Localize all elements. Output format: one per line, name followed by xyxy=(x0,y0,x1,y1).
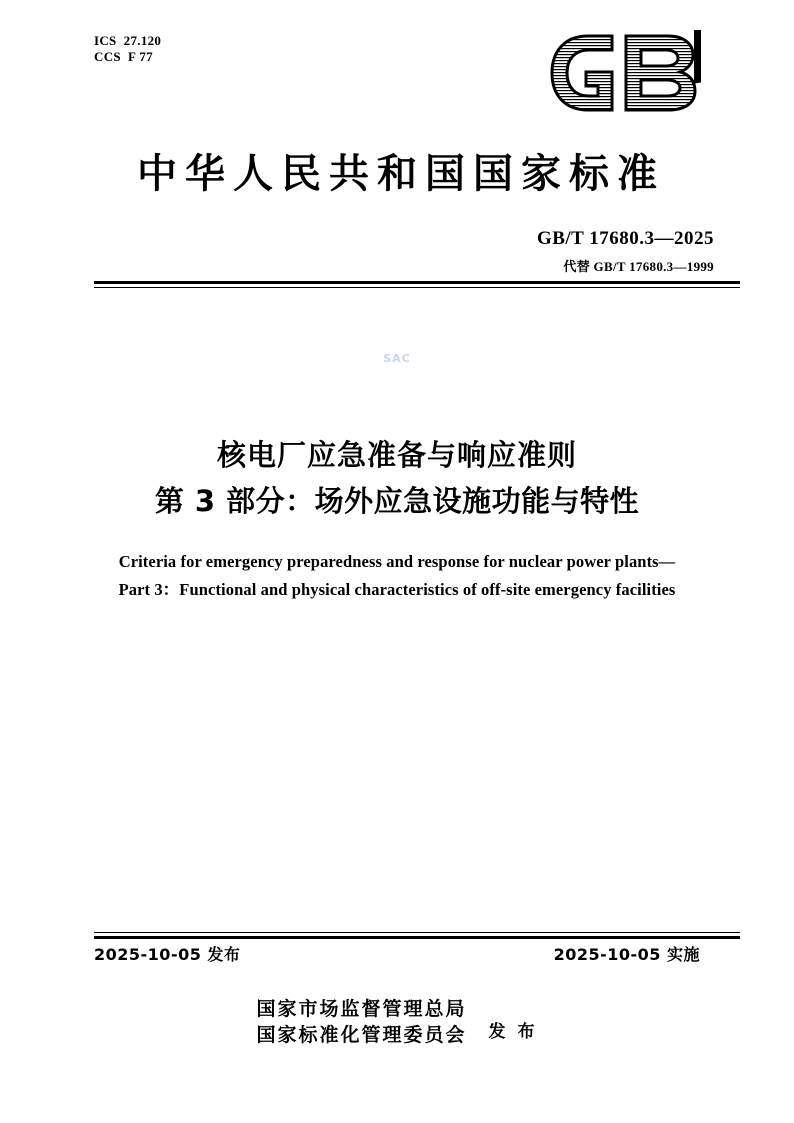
publisher-line2: 国家标准化管理委员会 xyxy=(256,1024,467,1046)
divider-bottom-thin xyxy=(94,932,740,933)
standard-replaces: 代替 GB/T 17680.3—1999 xyxy=(563,259,714,274)
publisher-verb: 发 布 xyxy=(488,1021,538,1042)
divider-top-thin xyxy=(94,287,740,288)
issue-date: 2025-10-05 发布 xyxy=(94,945,241,964)
classification-codes xyxy=(94,33,161,65)
publisher-line1: 国家市场监督管理总局 xyxy=(256,998,467,1020)
page-title: 中华人民共和国国家标准 xyxy=(137,151,665,197)
divider-top-thick xyxy=(94,281,740,284)
publisher-block xyxy=(0,996,794,1048)
document-title-en xyxy=(60,548,734,604)
document-title-en-line1: Criteria for emergency preparedness and response for nuclear power plants— xyxy=(118,552,676,571)
sac-watermark: SAC xyxy=(383,352,411,365)
document-title-cn-line1: 核电厂应急准备与响应准则 xyxy=(216,438,577,472)
ics-code: ICS 27.120 xyxy=(94,33,162,48)
document-title-cn xyxy=(60,432,734,524)
document-title-cn-line2: 第 3 部分：场外应急设施功能与特性 xyxy=(154,484,640,518)
ccs-code: CCS F 77 xyxy=(94,49,153,64)
document-title-en-line2: Part 3：Functional and physical characteristics of off-site emergency facilities xyxy=(118,580,676,599)
divider-bottom-thick xyxy=(94,936,740,939)
gb-emblem-icon xyxy=(548,30,716,116)
implementation-date: 2025-10-05 实施 xyxy=(553,945,700,964)
publisher-names xyxy=(257,996,467,1048)
standard-number: GB/T 17680.3—2025 xyxy=(536,228,714,249)
